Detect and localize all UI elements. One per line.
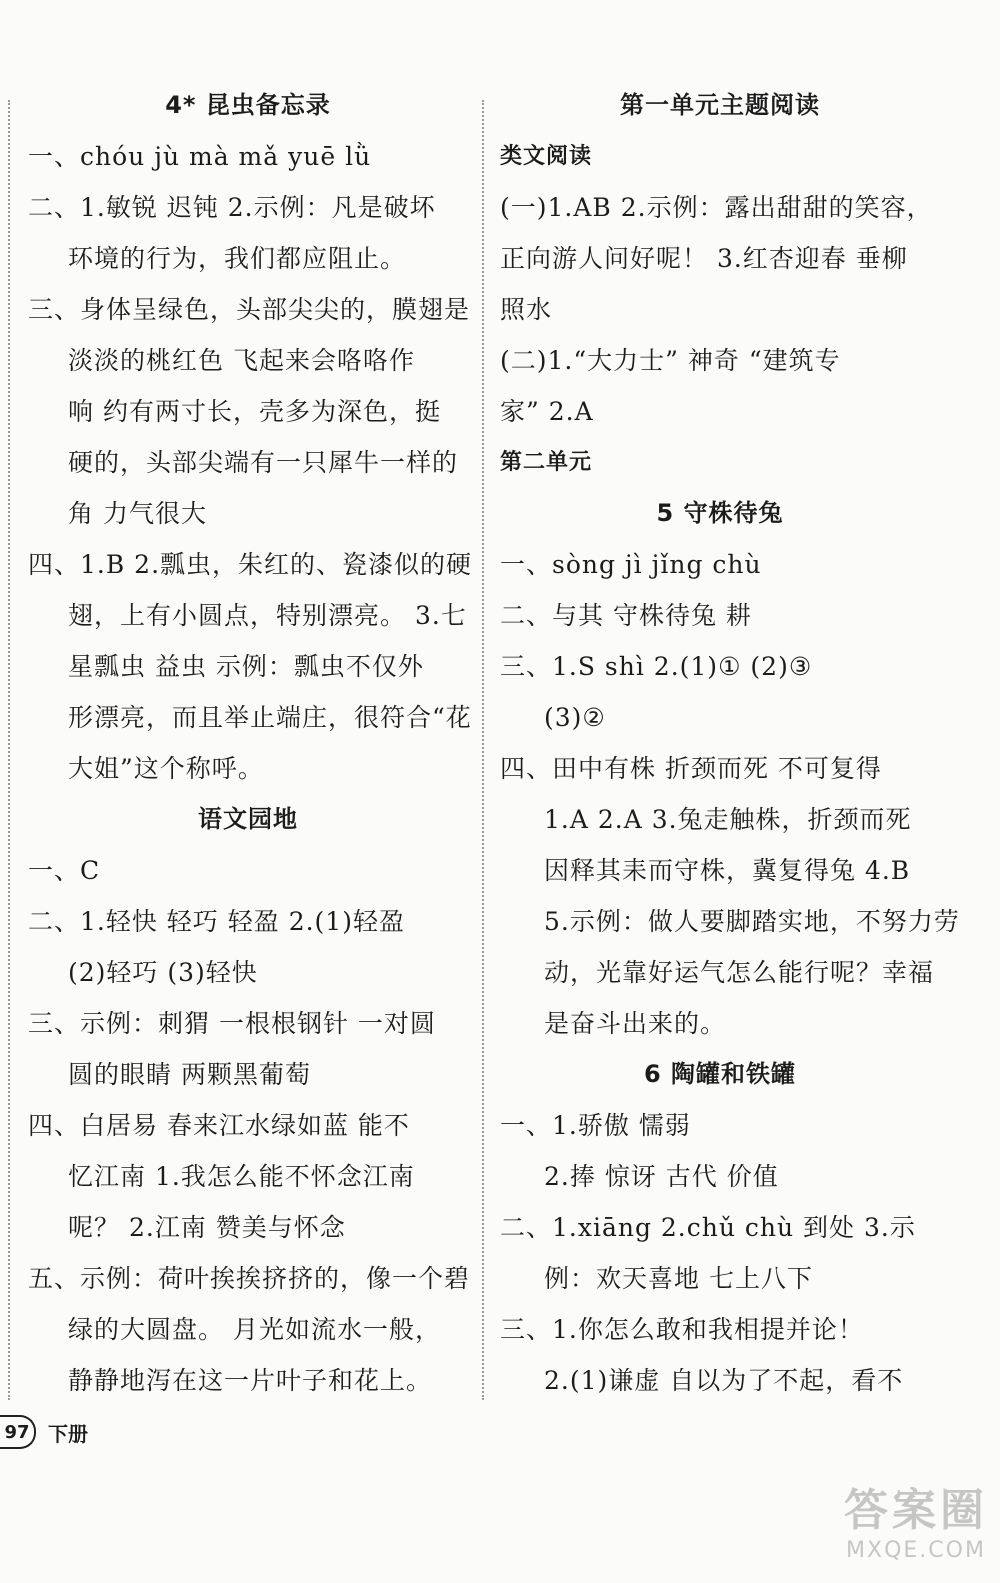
answer-line: 是奋斗出来的。 bbox=[544, 1009, 727, 1038]
answer-line: 因释其耒而守株，冀复得兔 4.B bbox=[544, 856, 911, 885]
answer-line: 三、身体呈绿色，头部尖尖的，膜翅是 bbox=[28, 295, 471, 324]
left-column bbox=[28, 80, 473, 1406]
answer-line: 绿的大圆盘。 月光如流水一般， bbox=[68, 1315, 441, 1344]
answer-line: 四、白居易 春来江水绿如蓝 能不 bbox=[28, 1111, 410, 1140]
section-heading: 第一单元主题阅读 bbox=[620, 91, 820, 119]
section-heading: 5 守株待兔 bbox=[656, 499, 784, 527]
answer-line: 角 力气很大 bbox=[68, 499, 207, 528]
answer-line: 忆江南 1.我怎么能不怀念江南 bbox=[68, 1162, 415, 1191]
answer-line: 一、C bbox=[28, 856, 101, 885]
answer-line: 一、1.骄傲 懦弱 bbox=[500, 1111, 691, 1140]
answer-line: (2)轻巧 (3)轻快 bbox=[68, 958, 258, 987]
answer-line: 五、示例：荷叶挨挨挤挤的，像一个碧 bbox=[28, 1264, 471, 1293]
answer-line: 硬的，头部尖端有一只犀牛一样的 bbox=[68, 448, 459, 477]
answer-line: 二、与其 守株待兔 耕 bbox=[500, 601, 752, 630]
left-margin-rule bbox=[8, 100, 10, 1400]
subsection-heading: 类文阅读 bbox=[500, 144, 593, 169]
answer-line: 三、1.你怎么敢和我相提并论！ bbox=[500, 1315, 864, 1344]
answer-line: 2.(1)谦虚 自以为了不起，看不 bbox=[544, 1366, 904, 1395]
answer-line: 三、1.S shì 2.(1)① (2)③ bbox=[500, 652, 813, 681]
answer-line: 二、1.敏锐 迟钝 2.示例：凡是破坏 bbox=[28, 193, 436, 222]
page-number: 97 bbox=[0, 1415, 36, 1449]
answer-line: 呢？ 2.江南 赞美与怀念 bbox=[68, 1213, 346, 1242]
answer-line: 二、1.xiāng 2.chǔ chù 到处 3.示 bbox=[500, 1213, 916, 1242]
section-heading: 语文园地 bbox=[198, 805, 298, 833]
answer-line: (一)1.AB 2.示例：露出甜甜的笑容， bbox=[500, 193, 933, 222]
answer-line: 环境的行为，我们都应阻止。 bbox=[68, 244, 407, 273]
section-heading: 4* 昆虫备忘录 bbox=[165, 91, 331, 119]
answer-line: 四、田中有株 折颈而死 不可复得 bbox=[500, 754, 882, 783]
answer-line: 淡淡的桃红色 飞起来会咯咯作 bbox=[68, 346, 415, 375]
answer-line: 响 约有两寸长，壳多为深色，挺 bbox=[68, 397, 441, 426]
answer-line: 1.A 2.A 3.兔走触株，折颈而死 bbox=[544, 805, 912, 834]
answer-line: (二)1.“大力士” 神奇 “建筑专 bbox=[500, 346, 841, 375]
answer-line: 翅，上有小圆点，特别漂亮。 3.七 bbox=[68, 601, 467, 630]
watermark-logo-text: 答案圈 bbox=[844, 1485, 988, 1536]
answer-line: (3)② bbox=[544, 703, 606, 732]
answer-line: 动，光靠好运气怎么能行呢？幸福 bbox=[544, 958, 935, 987]
answer-line: 例：欢天喜地 七上八下 bbox=[544, 1264, 813, 1293]
answer-line: 静静地泻在这一片叶子和花上。 bbox=[68, 1366, 433, 1395]
watermark bbox=[844, 1474, 988, 1563]
answer-line: 正向游人问好呢！ 3.红杏迎春 垂柳 bbox=[500, 244, 908, 273]
answer-line: 二、1.轻快 轻巧 轻盈 2.(1)轻盈 bbox=[28, 907, 405, 936]
answer-line: 家” 2.A bbox=[500, 397, 594, 426]
answer-line: 一、sòng jì jǐng chù bbox=[500, 550, 762, 579]
answer-line: 圆的眼睛 两颗黑葡萄 bbox=[68, 1060, 311, 1089]
subsection-heading: 第二单元 bbox=[500, 450, 593, 475]
answer-line: 大姐”这个称呼。 bbox=[68, 754, 264, 783]
answer-line: 照水 bbox=[500, 295, 553, 324]
watermark-url: MXQE.COM bbox=[846, 1538, 986, 1563]
volume-label: 下册 bbox=[48, 1421, 88, 1446]
answer-line: 四、1.B 2.瓢虫，朱红的、瓷漆似的硬 bbox=[28, 550, 473, 579]
answer-line: 三、示例：刺猬 一根根钢针 一对圆 bbox=[28, 1009, 436, 1038]
answer-line: 2.捧 惊讶 古代 价值 bbox=[544, 1162, 779, 1191]
answer-line: 一、chóu jù mà mǎ yuē lǜ bbox=[28, 142, 372, 171]
answer-line: 5.示例：做人要脚踏实地，不努力劳 bbox=[544, 907, 960, 936]
page-footer bbox=[0, 1414, 88, 1450]
right-column bbox=[500, 80, 960, 1406]
section-heading: 6 陶罐和铁罐 bbox=[643, 1060, 797, 1088]
answer-line: 形漂亮，而且举止端庄，很符合“花 bbox=[68, 703, 472, 732]
answer-line: 星瓢虫 益虫 示例：瓢虫不仅外 bbox=[68, 652, 424, 681]
column-divider bbox=[482, 100, 484, 1400]
